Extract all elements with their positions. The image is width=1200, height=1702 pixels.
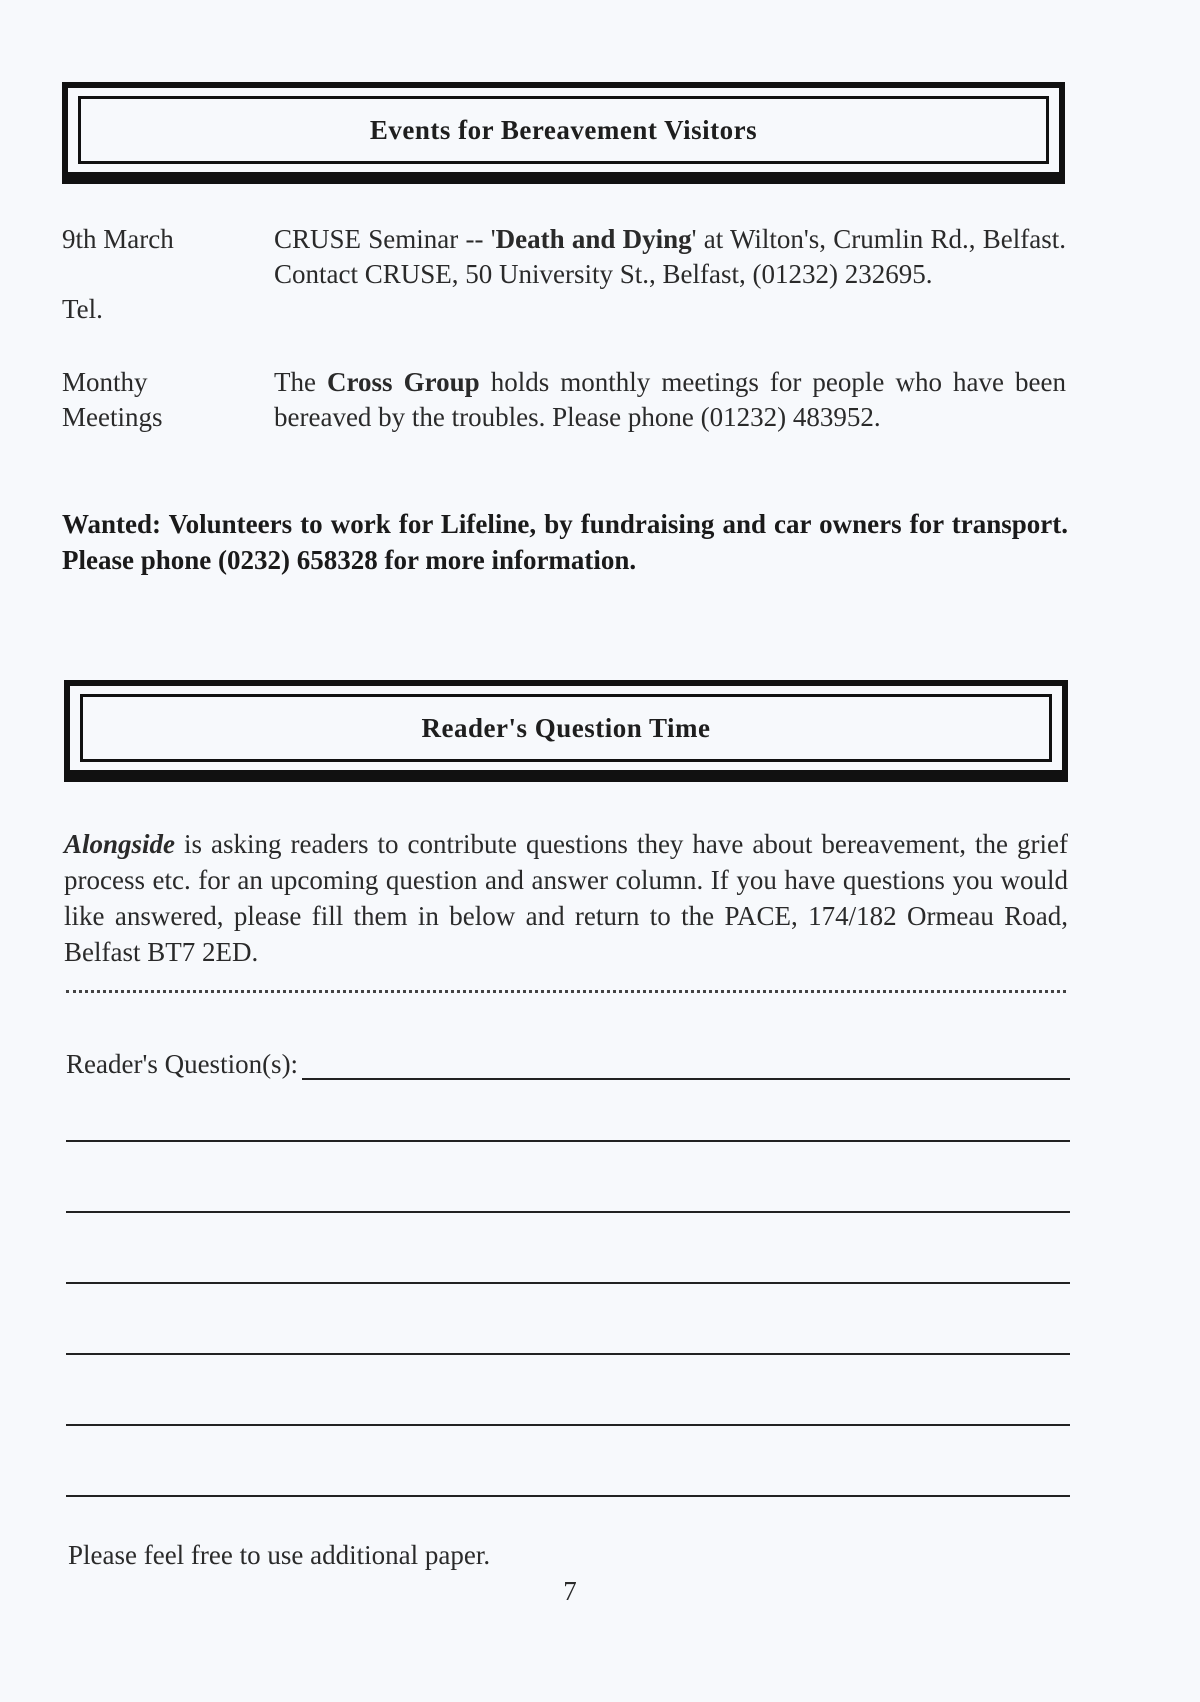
readers-heading-inner-frame bbox=[80, 694, 1052, 762]
question-answer-line-6[interactable] bbox=[66, 1495, 1070, 1497]
events-heading-inner-frame bbox=[78, 96, 1049, 164]
readers-intro-paragraph bbox=[64, 826, 1068, 970]
question-answer-line-4[interactable] bbox=[66, 1353, 1070, 1355]
event-date-label: 9th March bbox=[62, 224, 174, 254]
event-description bbox=[274, 365, 1066, 435]
page-number: 7 bbox=[563, 1576, 577, 1606]
publication-name: Alongside bbox=[64, 829, 176, 859]
event-text-before: CRUSE Seminar -- ' bbox=[274, 224, 496, 254]
question-answer-line-1[interactable] bbox=[66, 1140, 1070, 1142]
events-heading-box bbox=[62, 82, 1065, 178]
question-answer-line-5[interactable] bbox=[66, 1424, 1070, 1426]
question-field-row bbox=[66, 1040, 1070, 1080]
event-group-name-bold: Cross Group bbox=[327, 367, 480, 397]
event-label-line2: Meetings bbox=[62, 402, 163, 432]
event-text-before: The bbox=[274, 367, 328, 397]
readers-heading: Reader's Question Time bbox=[421, 712, 711, 743]
question-answer-line-3[interactable] bbox=[66, 1282, 1070, 1284]
event-title-bold: Death and Dying bbox=[495, 224, 692, 254]
readers-heading-shadow bbox=[64, 776, 1068, 782]
question-answer-line-2[interactable] bbox=[66, 1211, 1070, 1213]
volunteers-wanted-notice: Wanted: Volunteers to work for Lifeline, by fundraising and car owners for transport. Please phone (0232) 658328 for more information. bbox=[62, 509, 1068, 575]
event-text-after: holds monthly meetings for people who have been bereaved by the troubles. Please phone (01232) 483952. bbox=[274, 367, 1066, 432]
events-heading-shadow bbox=[62, 178, 1065, 184]
event-label-line1: Monthy bbox=[62, 367, 148, 397]
event-entry-cross-group bbox=[62, 365, 1066, 475]
event-text-after: ' at Wilton's, Crumlin Rd., Belfast. Contact CRUSE, 50 University St., Belfast, (01232) 232695. bbox=[274, 224, 1066, 289]
question-answer-line-0[interactable] bbox=[302, 1048, 1070, 1080]
additional-paper-note: Please feel free to use additional paper. bbox=[68, 1540, 491, 1570]
readers-heading-box bbox=[64, 680, 1068, 776]
events-heading: Events for Bereavement Visitors bbox=[369, 114, 758, 145]
cut-line-divider bbox=[66, 990, 1066, 993]
event-tel-label: Tel. bbox=[62, 294, 103, 324]
question-field-label: Reader's Question(s): bbox=[66, 1049, 299, 1079]
event-entry-cruse-seminar bbox=[62, 222, 1066, 332]
intro-text: is asking readers to contribute questions they have about bereavement, the grief process etc. for an upcoming question and answer column. If you have questions you would like answered, please fill them in below and return to the PACE, 174/182 Ormeau Road, Belfast BT7 2ED. bbox=[64, 829, 1068, 967]
event-description bbox=[274, 222, 1066, 292]
